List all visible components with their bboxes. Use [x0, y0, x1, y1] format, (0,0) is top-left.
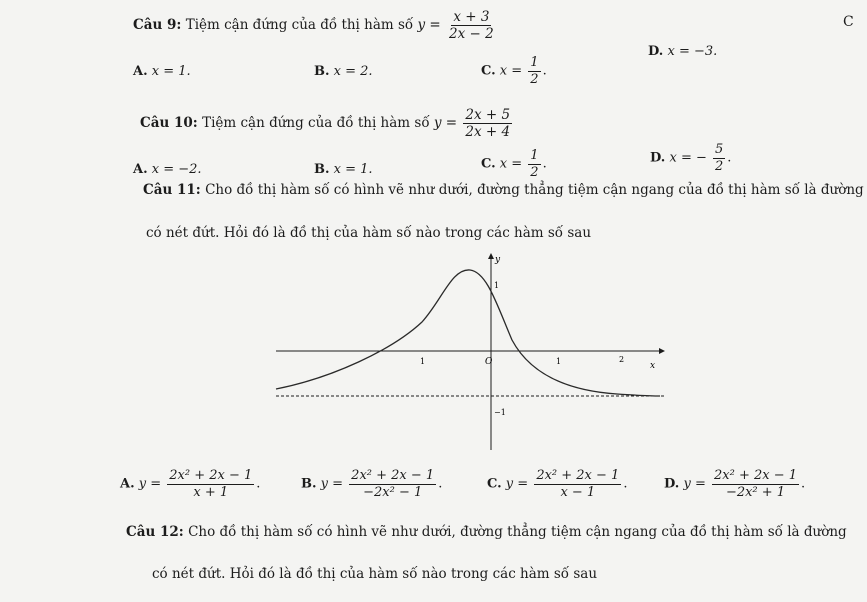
function-curve [276, 270, 660, 396]
option-lhs: x = [499, 63, 523, 79]
y-tick-label-1: 1 [494, 281, 500, 290]
question-10-number: Câu 10: [140, 115, 198, 132]
q11-option-c[interactable] [487, 469, 627, 499]
option-denominator: x + 1 [193, 484, 229, 500]
option-tail: . [542, 63, 547, 79]
y-axis-label: y [495, 255, 501, 265]
y-tick-label-neg-1: −1 [494, 408, 506, 417]
option-tail: . [727, 150, 732, 166]
option-numerator: 2x² + 2x − 1 [351, 468, 435, 483]
q10-function-fraction [463, 108, 512, 139]
option-value: x = 1. [151, 64, 191, 79]
q10-option-d[interactable] [650, 143, 731, 173]
option-denominator: 2 [715, 158, 724, 174]
x-axis-label: x [650, 361, 656, 371]
option-denominator: x − 1 [560, 484, 596, 500]
option-numerator: 1 [530, 148, 539, 163]
option-numerator: 2x² + 2x − 1 [536, 468, 620, 483]
q10-option-a[interactable] [133, 162, 202, 177]
q10-function-numerator: 2x + 5 [465, 107, 511, 123]
option-letter: B. [314, 162, 330, 177]
question-11-number: Câu 11: [143, 182, 201, 198]
option-tail: . [256, 476, 261, 492]
q9-option-d[interactable] [648, 44, 717, 59]
option-letter: C. [481, 156, 496, 172]
question-11-text-1: Cho đồ thị hàm số có hình vẽ như dưới, đường thẳng tiệm cận ngang của đồ thị hàm số là đường [205, 182, 864, 198]
option-letter: A. [133, 162, 148, 177]
option-value: x = −3. [667, 44, 718, 59]
option-numerator: 2x² + 2x − 1 [714, 468, 798, 483]
option-tail: . [623, 476, 628, 492]
option-fraction [528, 56, 540, 86]
option-numerator: 2x² + 2x − 1 [169, 468, 253, 483]
q10-option-c[interactable] [481, 149, 547, 179]
option-fraction [528, 149, 540, 179]
x-tick-label-neg-1: 1 [420, 357, 426, 366]
question-12-number: Câu 12: [126, 524, 184, 540]
question-10-text: Tiệm cận đứng của đồ thị hàm số [202, 115, 430, 132]
q11-option-a[interactable] [120, 469, 260, 499]
q10-function-lhs: y = [433, 115, 458, 132]
option-denominator: −2x² − 1 [363, 484, 423, 500]
option-tail: . [542, 156, 547, 172]
q10-option-b[interactable] [314, 162, 373, 177]
question-12-line-1 [126, 524, 847, 540]
option-letter: A. [133, 64, 148, 79]
option-numerator: 1 [530, 55, 539, 70]
option-tail: . [801, 476, 806, 492]
q9-option-b[interactable] [314, 64, 373, 79]
q9-function-lhs: y = [417, 17, 441, 34]
q9-option-a[interactable] [133, 64, 191, 79]
q9-function-denominator: 2x − 2 [449, 26, 494, 43]
option-letter: D. [650, 150, 666, 166]
option-fraction [712, 469, 799, 499]
question-11-line-2: có nét đứt. Hỏi đó là đồ thị của hàm số nào trong các hàm số sau [146, 225, 592, 241]
q11-option-b[interactable] [301, 469, 442, 499]
origin-label: O [485, 357, 493, 367]
cut-off-letter: C [843, 14, 854, 30]
option-lhs: y = [683, 476, 706, 492]
option-denominator: 2 [530, 71, 539, 87]
question-9-number: Câu 9: [133, 17, 182, 34]
question-9-text: Tiệm cận đứng của đồ thị hàm số [185, 17, 414, 34]
option-fraction [713, 143, 725, 173]
q11-function-graph [272, 250, 668, 452]
question-9 [133, 10, 498, 41]
q9-option-c[interactable] [481, 56, 547, 86]
option-value: x = 2. [333, 64, 373, 79]
q10-function-denominator: 2x + 4 [465, 124, 511, 141]
option-denominator: 2 [530, 164, 539, 180]
option-value: x = −2. [151, 162, 202, 177]
option-letter: A. [120, 476, 135, 492]
option-value: x = 1. [333, 162, 373, 177]
option-letter: B. [314, 64, 330, 79]
option-fraction [534, 469, 621, 499]
q9-function-fraction [447, 10, 496, 41]
question-10 [140, 108, 514, 139]
x-tick-label-2: 2 [619, 355, 625, 364]
option-denominator: −2x² + 1 [725, 484, 786, 500]
question-11-line-1 [143, 182, 864, 198]
option-letter: D. [664, 476, 680, 492]
option-letter: C. [487, 476, 502, 492]
q9-function-numerator: x + 3 [453, 9, 490, 25]
option-lhs: y = [320, 476, 344, 492]
option-letter: C. [481, 63, 496, 79]
question-12-line-2: có nét đứt. Hỏi đó là đồ thị của hàm số nào trong các hàm số sau [152, 566, 598, 582]
q11-option-d[interactable] [664, 469, 805, 499]
option-letter: B. [301, 476, 317, 492]
option-lhs: x = [499, 156, 523, 172]
option-lhs: y = [505, 476, 529, 492]
option-numerator: 5 [715, 142, 724, 157]
option-letter: D. [648, 44, 664, 59]
option-fraction [349, 469, 436, 499]
option-fraction [167, 469, 254, 499]
question-12-text-1: Cho đồ thị hàm số có hình vẽ như dưới, đường thẳng tiệm cận ngang của đồ thị hàm số là đường [188, 524, 847, 540]
option-lhs: y = [138, 476, 162, 492]
x-tick-label-1: 1 [556, 357, 562, 366]
option-lhs: x = − [669, 150, 707, 166]
option-tail: . [438, 476, 443, 492]
